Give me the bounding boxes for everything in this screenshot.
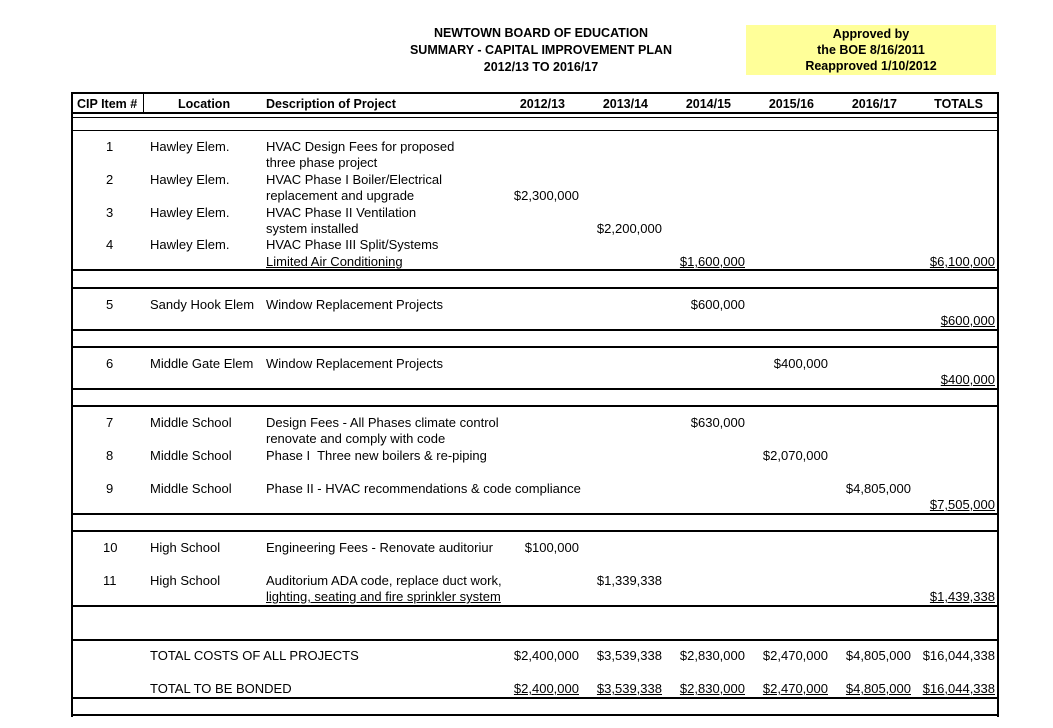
col-header-2016-17: 2016/17: [851, 97, 897, 111]
row-6-location: Middle Gate Elem: [150, 356, 254, 371]
total-bonded-2016-17: $4,805,000: [845, 681, 911, 696]
col-header-2013-14: 2013/14: [602, 97, 648, 111]
col-header-location: Location: [178, 97, 231, 111]
divider: [71, 346, 999, 348]
row-8-item: 8: [106, 448, 114, 463]
row-1-desc-1: HVAC Design Fees for proposed: [266, 139, 455, 154]
row-4-item: 4: [106, 237, 114, 252]
row-2-item: 2: [106, 172, 114, 187]
col-header-description: Description of Project: [266, 97, 396, 111]
col-header-2012-13: 2012/13: [519, 97, 565, 111]
table-bottom-border: [71, 714, 999, 716]
divider: [71, 117, 999, 118]
row-5-location: Sandy Hook Elem: [150, 297, 255, 312]
row-6-item: 6: [106, 356, 114, 371]
col-header-2015-16: 2015/16: [768, 97, 814, 111]
total-bonded-grand: $16,044,338: [922, 681, 995, 696]
row-2-desc-1: HVAC Phase I Boiler/Electrical: [266, 172, 443, 187]
col-header-totals: TOTALS: [934, 97, 983, 111]
row-7-2014-15: $630,000: [690, 415, 745, 430]
row-3-desc-2: system installed: [266, 221, 359, 236]
row-9-desc-1: Phase II - HVAC recommendations & code compliance: [266, 481, 581, 496]
row-11-desc-1: Auditorium ADA code, replace duct work,: [266, 573, 502, 588]
row-9-item: 9: [106, 481, 114, 496]
total-costs-2013-14: $3,539,338: [596, 648, 662, 663]
table-top-border: [71, 92, 999, 94]
total-bonded-2013-14: $3,539,338: [596, 681, 662, 696]
row-7-desc-1: Design Fees - All Phases climate control: [266, 415, 499, 430]
row-11-2013-14: $1,339,338: [596, 573, 662, 588]
row-10-2012-13: $100,000: [524, 540, 579, 555]
approval-line-2: the BOE 8/16/2011: [817, 43, 925, 57]
total-costs-label: TOTAL COSTS OF ALL PROJECTS: [150, 648, 359, 663]
row-6-total: $400,000: [940, 372, 995, 387]
row-7-desc-2: renovate and comply with code: [266, 431, 446, 446]
row-11-desc-2: lighting, seating and fire sprinkler system: [266, 589, 501, 604]
col-header-2014-15: 2014/15: [685, 97, 731, 111]
divider: [71, 329, 999, 331]
divider: [71, 130, 999, 131]
total-costs-2016-17: $4,805,000: [845, 648, 911, 663]
approval-box: [746, 25, 996, 75]
row-5-desc-1: Window Replacement Projects: [266, 297, 444, 312]
row-2-location: Hawley Elem.: [150, 172, 230, 187]
header-col-divider: [143, 92, 144, 114]
row-9-location: Middle School: [150, 481, 232, 496]
row-5-2014-15: $600,000: [690, 297, 745, 312]
total-costs-2012-13: $2,400,000: [513, 648, 579, 663]
row-10-item: 10: [103, 540, 118, 555]
row-6-2015-16: $400,000: [773, 356, 828, 371]
row-3-item: 3: [106, 205, 114, 220]
divider: [71, 639, 999, 641]
row-8-desc-1: Phase I Three new boilers & re-piping: [266, 448, 487, 463]
divider: [71, 697, 999, 699]
row-2-desc-2: replacement and upgrade: [266, 188, 415, 203]
report-title: NEWTOWN BOARD OF EDUCATION: [433, 26, 649, 40]
row-4-desc-2: Limited Air Conditioning: [266, 254, 403, 269]
row-9-2016-17: $4,805,000: [845, 481, 911, 496]
report-subtitle: SUMMARY - CAPITAL IMPROVEMENT PLAN: [409, 43, 673, 57]
divider: [71, 388, 999, 390]
row-4-location: Hawley Elem.: [150, 237, 230, 252]
row-11-location: High School: [150, 573, 221, 588]
row-1-desc-2: three phase project: [266, 155, 378, 170]
total-costs-2015-16: $2,470,000: [762, 648, 828, 663]
row-9-total: $7,505,000: [929, 497, 995, 512]
row-6-desc-1: Window Replacement Projects: [266, 356, 444, 371]
row-8-location: Middle School: [150, 448, 232, 463]
divider: [71, 605, 999, 607]
report-period: 2012/13 TO 2016/17: [483, 60, 599, 74]
header-bottom-border: [71, 112, 999, 114]
divider: [71, 269, 999, 271]
divider: [71, 513, 999, 515]
row-1-item: 1: [106, 139, 114, 154]
divider: [71, 530, 999, 532]
row-3-2013-14: $2,200,000: [596, 221, 662, 236]
divider: [71, 405, 999, 407]
row-4-total: $6,100,000: [929, 254, 995, 269]
total-bonded-label: TOTAL TO BE BONDED: [150, 681, 292, 696]
row-7-item: 7: [106, 415, 114, 430]
row-4-2014-15: $1,600,000: [679, 254, 745, 269]
row-8-2015-16: $2,070,000: [762, 448, 828, 463]
row-10-location: High School: [150, 540, 221, 555]
row-1-location: Hawley Elem.: [150, 139, 230, 154]
approval-line-3: Reapproved 1/10/2012: [805, 59, 937, 73]
row-3-desc-1: HVAC Phase II Ventilation: [266, 205, 417, 220]
divider: [71, 287, 999, 289]
row-5-total: $600,000: [940, 313, 995, 328]
row-7-location: Middle School: [150, 415, 232, 430]
row-11-total: $1,439,338: [929, 589, 995, 604]
row-10-desc-1: Engineering Fees - Renovate auditoriur: [266, 540, 493, 555]
col-header-item: CIP Item #: [77, 97, 138, 111]
row-3-location: Hawley Elem.: [150, 205, 230, 220]
total-bonded-2015-16: $2,470,000: [762, 681, 828, 696]
row-11-item: 11: [103, 573, 117, 588]
total-bonded-2012-13: $2,400,000: [513, 681, 579, 696]
total-bonded-2014-15: $2,830,000: [679, 681, 745, 696]
row-5-item: 5: [106, 297, 114, 312]
row-2-2012-13: $2,300,000: [513, 188, 579, 203]
total-costs-2014-15: $2,830,000: [679, 648, 745, 663]
approval-line-1: Approved by: [832, 27, 910, 41]
total-costs-grand: $16,044,338: [922, 648, 995, 663]
row-4-desc-1: HVAC Phase III Split/Systems: [266, 237, 439, 252]
